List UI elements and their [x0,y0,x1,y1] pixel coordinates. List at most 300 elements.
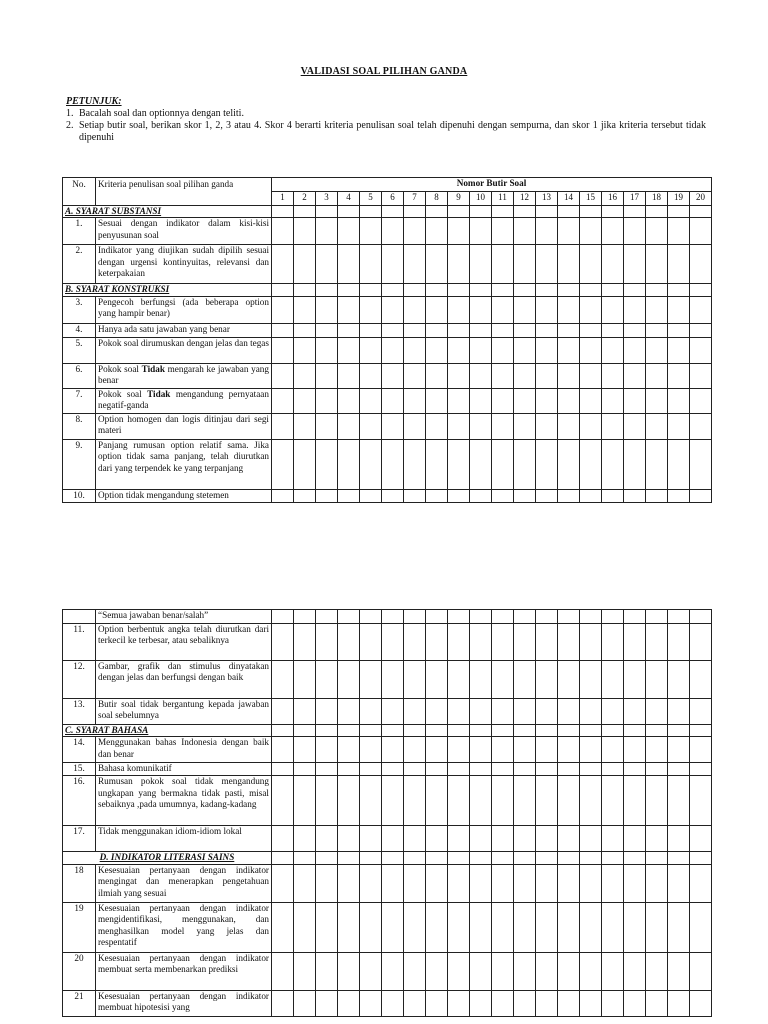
score-cell[interactable] [360,388,382,413]
score-cell[interactable] [492,763,514,776]
score-cell[interactable] [492,363,514,388]
score-cell[interactable] [624,284,646,296]
score-cell[interactable] [404,296,426,323]
score-cell[interactable] [338,284,360,296]
score-cell[interactable] [580,763,602,776]
score-cell[interactable] [536,323,558,337]
score-cell[interactable] [536,388,558,413]
score-cell[interactable] [646,245,668,284]
score-cell[interactable] [426,852,448,864]
score-cell[interactable] [580,661,602,699]
score-cell[interactable] [272,725,294,737]
score-cell[interactable] [558,206,580,218]
score-cell[interactable] [602,725,624,737]
score-cell[interactable] [514,245,536,284]
score-cell[interactable] [426,489,448,502]
score-cell[interactable] [338,763,360,776]
score-cell[interactable] [360,763,382,776]
score-cell[interactable] [338,206,360,218]
score-cell[interactable] [426,363,448,388]
score-cell[interactable] [382,952,404,990]
score-cell[interactable] [448,388,470,413]
score-cell[interactable] [646,990,668,1016]
score-cell[interactable] [404,489,426,502]
score-cell[interactable] [338,864,360,902]
score-cell[interactable] [404,218,426,245]
score-cell[interactable] [294,610,316,624]
score-cell[interactable] [492,218,514,245]
score-cell[interactable] [580,776,602,826]
score-cell[interactable] [448,776,470,826]
score-cell[interactable] [514,323,536,337]
score-cell[interactable] [492,337,514,363]
score-cell[interactable] [470,952,492,990]
score-cell[interactable] [404,363,426,388]
score-cell[interactable] [360,990,382,1016]
score-cell[interactable] [602,388,624,413]
score-cell[interactable] [382,296,404,323]
score-cell[interactable] [558,699,580,725]
score-cell[interactable] [382,624,404,661]
score-cell[interactable] [536,610,558,624]
score-cell[interactable] [668,206,690,218]
score-cell[interactable] [470,826,492,852]
score-cell[interactable] [404,388,426,413]
score-cell[interactable] [316,990,338,1016]
score-cell[interactable] [602,296,624,323]
score-cell[interactable] [294,952,316,990]
score-cell[interactable] [360,296,382,323]
score-cell[interactable] [382,206,404,218]
score-cell[interactable] [690,489,712,502]
score-cell[interactable] [272,439,294,489]
score-cell[interactable] [624,902,646,952]
score-cell[interactable] [492,826,514,852]
score-cell[interactable] [558,902,580,952]
score-cell[interactable] [536,661,558,699]
score-cell[interactable] [382,990,404,1016]
score-cell[interactable] [668,725,690,737]
score-cell[interactable] [514,296,536,323]
score-cell[interactable] [470,990,492,1016]
score-cell[interactable] [360,439,382,489]
score-cell[interactable] [690,990,712,1016]
score-cell[interactable] [492,864,514,902]
score-cell[interactable] [382,864,404,902]
score-cell[interactable] [404,610,426,624]
score-cell[interactable] [580,218,602,245]
score-cell[interactable] [514,206,536,218]
score-cell[interactable] [558,737,580,763]
score-cell[interactable] [316,952,338,990]
score-cell[interactable] [272,699,294,725]
score-cell[interactable] [646,388,668,413]
score-cell[interactable] [624,245,646,284]
score-cell[interactable] [558,763,580,776]
score-cell[interactable] [690,826,712,852]
score-cell[interactable] [690,388,712,413]
score-cell[interactable] [668,737,690,763]
score-cell[interactable] [360,725,382,737]
score-cell[interactable] [272,661,294,699]
score-cell[interactable] [426,776,448,826]
score-cell[interactable] [382,363,404,388]
score-cell[interactable] [514,737,536,763]
score-cell[interactable] [492,737,514,763]
score-cell[interactable] [382,489,404,502]
score-cell[interactable] [294,413,316,439]
score-cell[interactable] [360,323,382,337]
score-cell[interactable] [624,725,646,737]
score-cell[interactable] [382,413,404,439]
score-cell[interactable] [448,763,470,776]
score-cell[interactable] [536,245,558,284]
score-cell[interactable] [382,699,404,725]
score-cell[interactable] [294,388,316,413]
score-cell[interactable] [470,218,492,245]
score-cell[interactable] [492,624,514,661]
score-cell[interactable] [426,388,448,413]
score-cell[interactable] [448,245,470,284]
score-cell[interactable] [294,725,316,737]
score-cell[interactable] [536,337,558,363]
score-cell[interactable] [602,206,624,218]
score-cell[interactable] [404,725,426,737]
score-cell[interactable] [272,284,294,296]
score-cell[interactable] [580,296,602,323]
score-cell[interactable] [448,864,470,902]
score-cell[interactable] [294,439,316,489]
score-cell[interactable] [602,439,624,489]
score-cell[interactable] [316,363,338,388]
score-cell[interactable] [404,737,426,763]
score-cell[interactable] [624,439,646,489]
score-cell[interactable] [514,388,536,413]
score-cell[interactable] [294,218,316,245]
score-cell[interactable] [602,737,624,763]
score-cell[interactable] [602,864,624,902]
score-cell[interactable] [338,826,360,852]
score-cell[interactable] [272,296,294,323]
score-cell[interactable] [624,952,646,990]
score-cell[interactable] [646,776,668,826]
score-cell[interactable] [668,284,690,296]
score-cell[interactable] [338,776,360,826]
score-cell[interactable] [558,990,580,1016]
score-cell[interactable] [646,661,668,699]
score-cell[interactable] [470,661,492,699]
score-cell[interactable] [338,661,360,699]
score-cell[interactable] [514,363,536,388]
score-cell[interactable] [514,990,536,1016]
score-cell[interactable] [404,661,426,699]
score-cell[interactable] [360,624,382,661]
score-cell[interactable] [470,388,492,413]
score-cell[interactable] [646,852,668,864]
score-cell[interactable] [338,725,360,737]
score-cell[interactable] [646,323,668,337]
score-cell[interactable] [602,952,624,990]
score-cell[interactable] [426,439,448,489]
score-cell[interactable] [602,826,624,852]
score-cell[interactable] [514,902,536,952]
score-cell[interactable] [404,952,426,990]
score-cell[interactable] [404,826,426,852]
score-cell[interactable] [426,952,448,990]
score-cell[interactable] [470,902,492,952]
score-cell[interactable] [580,323,602,337]
score-cell[interactable] [316,826,338,852]
score-cell[interactable] [470,725,492,737]
score-cell[interactable] [580,439,602,489]
score-cell[interactable] [690,737,712,763]
score-cell[interactable] [426,413,448,439]
score-cell[interactable] [602,776,624,826]
score-cell[interactable] [602,902,624,952]
score-cell[interactable] [294,661,316,699]
score-cell[interactable] [536,952,558,990]
score-cell[interactable] [580,363,602,388]
score-cell[interactable] [272,489,294,502]
score-cell[interactable] [294,363,316,388]
score-cell[interactable] [360,363,382,388]
score-cell[interactable] [338,952,360,990]
score-cell[interactable] [624,610,646,624]
score-cell[interactable] [360,902,382,952]
score-cell[interactable] [404,323,426,337]
score-cell[interactable] [668,852,690,864]
score-cell[interactable] [360,852,382,864]
score-cell[interactable] [690,852,712,864]
score-cell[interactable] [272,952,294,990]
score-cell[interactable] [448,296,470,323]
score-cell[interactable] [426,763,448,776]
score-cell[interactable] [338,413,360,439]
score-cell[interactable] [338,852,360,864]
score-cell[interactable] [360,206,382,218]
score-cell[interactable] [558,489,580,502]
score-cell[interactable] [492,413,514,439]
score-cell[interactable] [360,413,382,439]
score-cell[interactable] [470,489,492,502]
score-cell[interactable] [492,284,514,296]
score-cell[interactable] [580,864,602,902]
score-cell[interactable] [646,902,668,952]
score-cell[interactable] [404,990,426,1016]
score-cell[interactable] [646,296,668,323]
score-cell[interactable] [668,296,690,323]
score-cell[interactable] [690,206,712,218]
score-cell[interactable] [624,852,646,864]
score-cell[interactable] [470,864,492,902]
score-cell[interactable] [404,439,426,489]
score-cell[interactable] [492,206,514,218]
score-cell[interactable] [360,776,382,826]
score-cell[interactable] [426,661,448,699]
score-cell[interactable] [470,323,492,337]
score-cell[interactable] [558,826,580,852]
score-cell[interactable] [426,296,448,323]
score-cell[interactable] [470,699,492,725]
score-cell[interactable] [382,337,404,363]
score-cell[interactable] [382,610,404,624]
score-cell[interactable] [536,699,558,725]
score-cell[interactable] [536,218,558,245]
score-cell[interactable] [448,661,470,699]
score-cell[interactable] [448,826,470,852]
score-cell[interactable] [316,388,338,413]
score-cell[interactable] [558,363,580,388]
score-cell[interactable] [690,763,712,776]
score-cell[interactable] [668,763,690,776]
score-cell[interactable] [316,218,338,245]
score-cell[interactable] [624,763,646,776]
score-cell[interactable] [536,284,558,296]
score-cell[interactable] [646,439,668,489]
score-cell[interactable] [690,610,712,624]
score-cell[interactable] [558,952,580,990]
score-cell[interactable] [558,864,580,902]
score-cell[interactable] [294,323,316,337]
score-cell[interactable] [514,776,536,826]
score-cell[interactable] [316,902,338,952]
score-cell[interactable] [316,624,338,661]
score-cell[interactable] [338,624,360,661]
score-cell[interactable] [382,737,404,763]
score-cell[interactable] [514,763,536,776]
score-cell[interactable] [294,737,316,763]
score-cell[interactable] [448,413,470,439]
score-cell[interactable] [470,852,492,864]
score-cell[interactable] [690,284,712,296]
score-cell[interactable] [404,337,426,363]
score-cell[interactable] [492,323,514,337]
score-cell[interactable] [316,776,338,826]
score-cell[interactable] [360,337,382,363]
score-cell[interactable] [272,388,294,413]
score-cell[interactable] [558,296,580,323]
score-cell[interactable] [338,990,360,1016]
score-cell[interactable] [272,852,294,864]
score-cell[interactable] [580,245,602,284]
score-cell[interactable] [338,388,360,413]
score-cell[interactable] [272,864,294,902]
score-cell[interactable] [646,413,668,439]
score-cell[interactable] [690,902,712,952]
score-cell[interactable] [558,661,580,699]
score-cell[interactable] [668,363,690,388]
score-cell[interactable] [272,323,294,337]
score-cell[interactable] [668,952,690,990]
score-cell[interactable] [624,323,646,337]
score-cell[interactable] [558,218,580,245]
score-cell[interactable] [470,610,492,624]
score-cell[interactable] [690,952,712,990]
score-cell[interactable] [690,699,712,725]
score-cell[interactable] [646,624,668,661]
score-cell[interactable] [602,245,624,284]
score-cell[interactable] [602,624,624,661]
score-cell[interactable] [448,206,470,218]
score-cell[interactable] [338,245,360,284]
score-cell[interactable] [646,763,668,776]
score-cell[interactable] [272,624,294,661]
score-cell[interactable] [580,489,602,502]
score-cell[interactable] [514,864,536,902]
score-cell[interactable] [514,337,536,363]
score-cell[interactable] [294,337,316,363]
score-cell[interactable] [602,218,624,245]
score-cell[interactable] [668,610,690,624]
score-cell[interactable] [492,952,514,990]
score-cell[interactable] [558,852,580,864]
score-cell[interactable] [690,413,712,439]
score-cell[interactable] [646,218,668,245]
score-cell[interactable] [294,864,316,902]
score-cell[interactable] [360,864,382,902]
score-cell[interactable] [558,323,580,337]
score-cell[interactable] [514,218,536,245]
score-cell[interactable] [646,864,668,902]
score-cell[interactable] [338,699,360,725]
score-cell[interactable] [382,661,404,699]
score-cell[interactable] [624,337,646,363]
score-cell[interactable] [448,489,470,502]
score-cell[interactable] [338,337,360,363]
score-cell[interactable] [382,388,404,413]
score-cell[interactable] [338,439,360,489]
score-cell[interactable] [360,952,382,990]
score-cell[interactable] [602,489,624,502]
score-cell[interactable] [646,337,668,363]
score-cell[interactable] [492,245,514,284]
score-cell[interactable] [470,439,492,489]
score-cell[interactable] [316,725,338,737]
score-cell[interactable] [294,296,316,323]
score-cell[interactable] [294,990,316,1016]
score-cell[interactable] [690,624,712,661]
score-cell[interactable] [580,826,602,852]
score-cell[interactable] [580,737,602,763]
score-cell[interactable] [272,737,294,763]
score-cell[interactable] [360,245,382,284]
score-cell[interactable] [272,610,294,624]
score-cell[interactable] [492,725,514,737]
score-cell[interactable] [448,218,470,245]
score-cell[interactable] [624,776,646,826]
score-cell[interactable] [624,864,646,902]
score-cell[interactable] [294,245,316,284]
score-cell[interactable] [514,439,536,489]
score-cell[interactable] [294,699,316,725]
score-cell[interactable] [536,489,558,502]
score-cell[interactable] [580,725,602,737]
score-cell[interactable] [426,990,448,1016]
score-cell[interactable] [272,826,294,852]
score-cell[interactable] [580,952,602,990]
score-cell[interactable] [316,296,338,323]
score-cell[interactable] [690,776,712,826]
score-cell[interactable] [536,763,558,776]
score-cell[interactable] [514,661,536,699]
score-cell[interactable] [492,661,514,699]
score-cell[interactable] [668,864,690,902]
score-cell[interactable] [338,323,360,337]
score-cell[interactable] [624,296,646,323]
score-cell[interactable] [690,363,712,388]
score-cell[interactable] [536,296,558,323]
score-cell[interactable] [382,852,404,864]
